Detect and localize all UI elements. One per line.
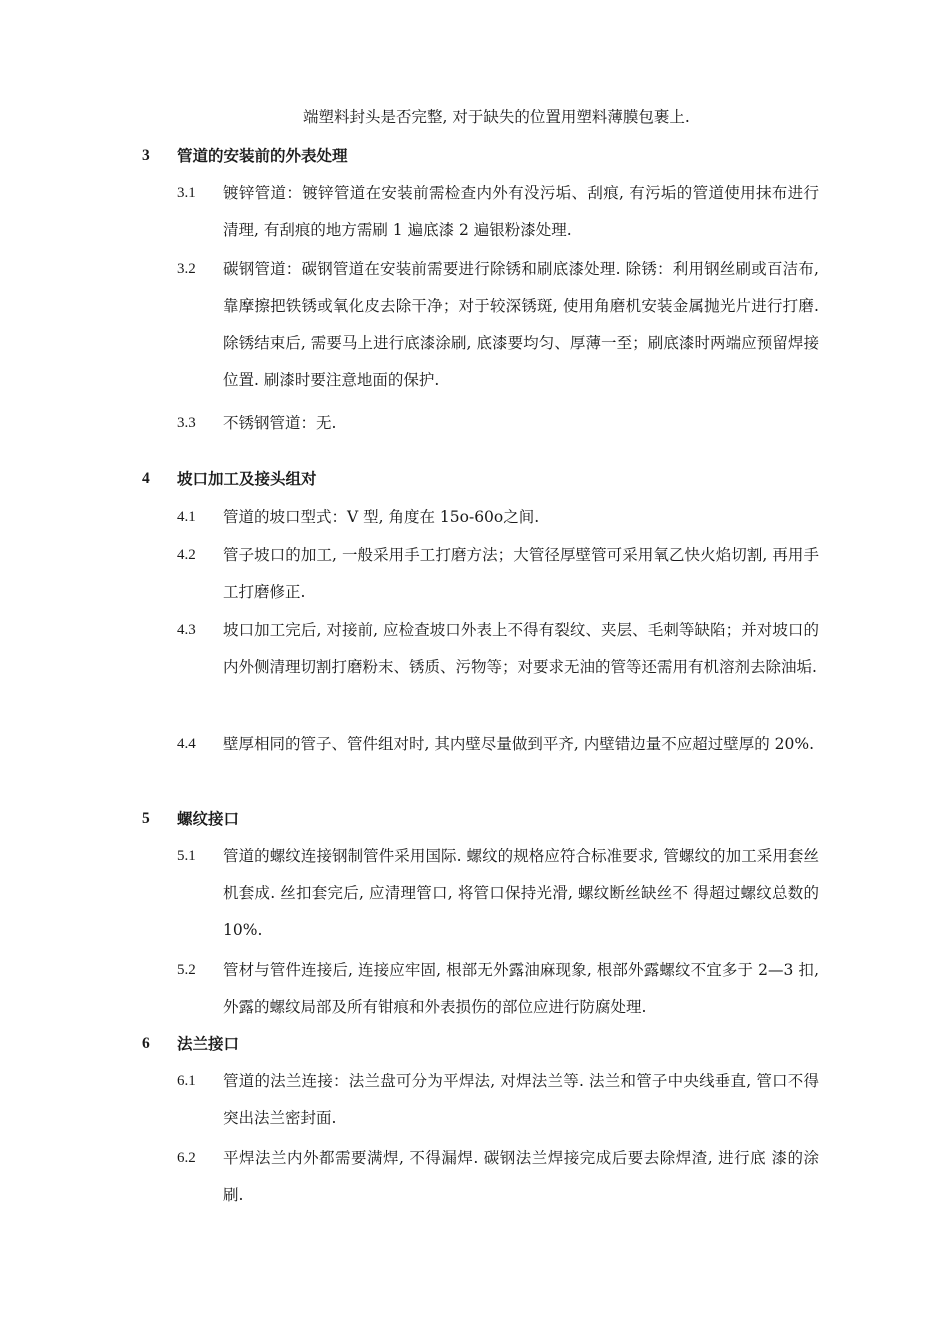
section-number: 4 (142, 470, 150, 487)
item-number: 4.1 (177, 509, 196, 525)
item-number: 3.2 (177, 261, 196, 277)
item-text: 管材与管件连接后, 连接应牢固, 根部无外露油麻现象, 根部外露螺纹不宜多于 2—3 扣, 外露的螺纹局部及所有钳痕和外表损伤的部位应进行防腐处理. (223, 961, 819, 1016)
item-text: 不锈钢管道：无. (223, 414, 337, 432)
item-number: 3.1 (177, 185, 196, 201)
item-number: 4.2 (177, 547, 196, 563)
item-text: 镀锌管道：镀锌管道在安装前需检查内外有没污垢、刮痕, 有污垢的管道使用抹布进行清理, 有刮痕的地方需刷 1 遍底漆 2 遍银粉漆处理. (223, 184, 819, 239)
item-number: 4.3 (177, 622, 196, 638)
section-number: 3 (142, 147, 150, 164)
section-number: 6 (142, 1035, 150, 1052)
item-text: 管道的坡口型式：V 型, 角度在 15o-60o之间. (223, 508, 540, 526)
item-text: 坡口加工完后, 对接前, 应检查坡口外表上不得有裂纹、夹层、毛刺等缺陷；并对坡口的内外侧清理切割打磨粉末、锈质、污物等；对要求无油的管等还需用有机溶剂去除油垢. (223, 621, 819, 676)
section-number: 5 (142, 810, 150, 827)
section-title: 螺纹接口 (177, 810, 240, 828)
continuation-text: 端塑料封头是否完整, 对于缺失的位置用塑料薄膜包裹上. (303, 108, 690, 126)
item-text: 碳钢管道：碳钢管道在安装前需要进行除锈和刷底漆处理. 除锈：利用钢丝刷或百洁布, 靠摩擦把铁锈或氧化皮去除干净；对于较深锈斑, 使用角磨机安装金属抛光片进行打磨. 除锈结束后, 需要马上进行底漆涂刷, 底漆要均匀、厚薄一至；刷底漆时两端应预留焊接位置. 刷漆时要注意地面的保护. (223, 260, 819, 389)
section-heading-6 (0, 1030, 950, 1058)
section-heading-4 (0, 465, 950, 493)
item-text: 管道的法兰连接：法兰盘可分为平焊法, 对焊法兰等. 法兰和管子中央线垂直, 管口不得突出法兰密封面. (223, 1072, 819, 1127)
section-title: 坡口加工及接头组对 (177, 470, 317, 488)
item-number: 4.4 (177, 736, 196, 752)
item-number: 5.2 (177, 962, 196, 978)
item-text: 平焊法兰内外都需要满焊, 不得漏焊. 碳钢法兰焊接完成后要去除焊渣, 进行底 漆的涂刷. (223, 1149, 819, 1204)
item-text: 壁厚相同的管子、管件组对时, 其内壁尽量做到平齐, 内壁错边量不应超过壁厚的 20%. (223, 735, 815, 753)
item-text: 管道的螺纹连接钢制管件采用国际. 螺纹的规格应符合标准要求, 管螺纹的加工采用套丝机套成. 丝扣套完后, 应清理管口, 将管口保持光滑, 螺纹断丝缺丝不 得超过螺纹总数的 10%. (223, 847, 819, 939)
item-text: 管子坡口的加工, 一般采用手工打磨方法；大管径厚壁管可采用氧乙快火焰切割, 再用手工打磨修正. (223, 546, 819, 601)
item-number: 6.2 (177, 1150, 196, 1166)
item-number: 6.1 (177, 1073, 196, 1089)
section-title: 法兰接口 (177, 1035, 240, 1053)
section-title: 管道的安装前的外表处理 (177, 147, 348, 165)
item-number: 5.1 (177, 848, 196, 864)
item-number: 3.3 (177, 415, 196, 431)
section-heading-5 (0, 805, 950, 833)
section-heading-3 (0, 142, 950, 170)
